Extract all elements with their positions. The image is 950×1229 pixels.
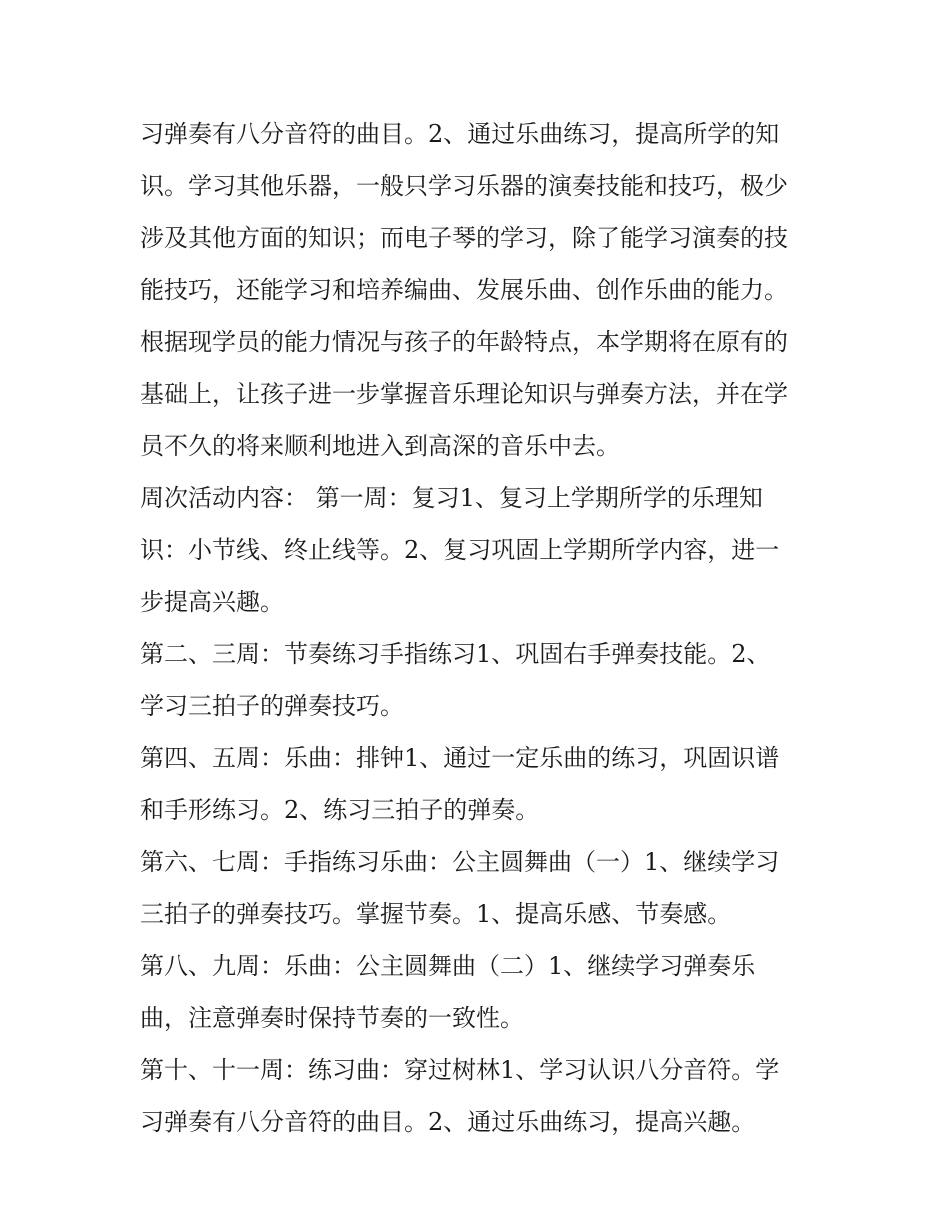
text-line: 识：小节线、终止线等。2、复习巩固上学期所学内容，进一 (140, 536, 780, 564)
text-line: 学习三拍子的弹奏技巧。 (140, 692, 404, 720)
text-line: 习弹奏有八分音符的曲目。2、通过乐曲练习，提高兴趣。 (140, 1108, 756, 1136)
text-line: 步提高兴趣。 (140, 588, 284, 616)
text-line: 和手形练习。2、练习三拍子的弹奏。 (140, 796, 540, 824)
text-line: 员不久的将来顺利地进入到高深的音乐中去。 (140, 432, 620, 460)
text-line: 第六、七周：手指练习乐曲：公主圆舞曲（一）1、继续学习 (140, 848, 780, 876)
text-line: 基础上，让孩子进一步掌握音乐理论知识与弹奏方法，并在学 (140, 380, 788, 408)
text-line: 根据现学员的能力情况与孩子的年龄特点，本学期将在原有的 (140, 328, 788, 356)
text-line: 第四、五周：乐曲：排钟1、通过一定乐曲的练习，巩固识谱 (140, 744, 780, 772)
text-line: 第二、三周：节奏练习手指练习1、巩固右手弹奏技能。2、 (140, 640, 771, 668)
text-line: 曲，注意弹奏时保持节奏的一致性。 (140, 1004, 524, 1032)
text-line: 涉及其他方面的知识；而电子琴的学习，除了能学习演奏的技 (140, 224, 788, 252)
text-line: 识。学习其他乐器，一般只学习乐器的演奏技能和技巧，极少 (140, 172, 788, 200)
text-line: 三拍子的弹奏技巧。掌握节奏。1、提高乐感、节奏感。 (140, 900, 732, 928)
text-line: 能技巧，还能学习和培养编曲、发展乐曲、创作乐曲的能力。 (140, 276, 788, 304)
text-line: 第十、十一周：练习曲：穿过树林1、学习认识八分音符。学 (140, 1056, 780, 1084)
text-line: 周次活动内容： 第一周：复习1、复习上学期所学的乐理知 (140, 484, 763, 512)
text-line: 第八、九周：乐曲：公主圆舞曲（二）1、继续学习弹奏乐 (140, 952, 756, 980)
text-line: 习弹奏有八分音符的曲目。2、通过乐曲练习，提高所学的知 (140, 120, 780, 148)
document-body (140, 108, 830, 1148)
